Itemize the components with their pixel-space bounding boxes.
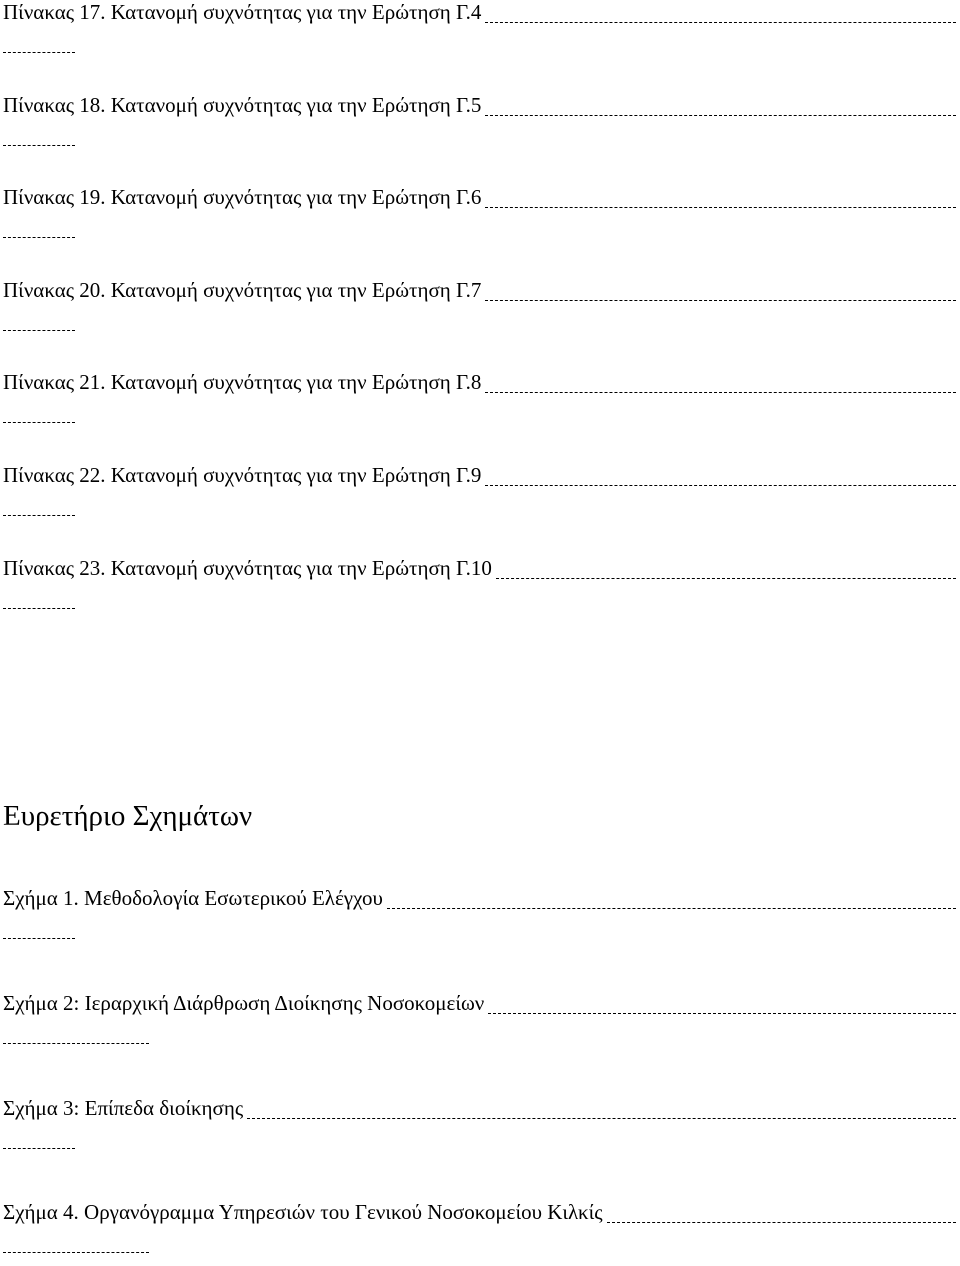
toc-entry-table-21[interactable] [3,370,956,423]
toc-entry-table-19[interactable] [3,185,956,238]
dot-leader [485,299,956,301]
dot-leader-continuation [3,606,75,609]
toc-entry-figure-4[interactable] [3,1200,956,1253]
dot-leader-continuation [3,513,75,516]
toc-entry-label: Πίνακας 23. Κατανομή συχνότητας για την Ερώτηση Γ.10 [3,556,492,580]
toc-entry-label: Σχήμα 2: Ιεραρχική Διάρθρωση Διοίκησης Νοσοκομείων [3,991,485,1015]
toc-entry-table-22[interactable] [3,463,956,516]
toc-entry-figure-3[interactable] [3,1096,956,1149]
dot-leader [485,21,956,23]
dot-leader [387,907,956,909]
dot-leader [247,1117,956,1119]
dot-leader-continuation [3,1146,75,1149]
toc-entry-label: Σχήμα 1. Μεθοδολογία Εσωτερικού Ελέγχου [3,886,383,910]
dot-leader-continuation [3,936,75,939]
toc-entry-label: Πίνακας 18. Κατανομή συχνότητας για την Ερώτηση Γ.5 [3,93,482,117]
dot-leader [485,114,956,116]
dot-leader-continuation [3,1250,149,1253]
toc-entry-label: Πίνακας 22. Κατανομή συχνότητας για την Ερώτηση Γ.9 [3,463,482,487]
dot-leader [485,484,956,486]
dot-leader-continuation [3,328,75,331]
toc-entry-table-17[interactable] [3,0,956,53]
dot-leader [485,391,956,393]
toc-entry-table-18[interactable] [3,93,956,146]
dot-leader-continuation [3,420,75,423]
toc-entry-label: Πίνακας 19. Κατανομή συχνότητας για την Ερώτηση Γ.6 [3,185,482,209]
dot-leader [485,206,956,208]
dot-leader [607,1221,956,1223]
toc-entry-table-23[interactable] [3,556,956,609]
toc-entry-label: Σχήμα 4. Οργανόγραμμα Υπηρεσιών του Γενικού Νοσοκομείου Κιλκίς [3,1200,603,1224]
dot-leader-continuation [3,50,75,53]
toc-entry-table-20[interactable] [3,278,956,331]
dot-leader-continuation [3,1041,149,1044]
figures-index-heading: Ευρετήριο Σχημάτων [3,800,253,832]
toc-entry-label: Πίνακας 20. Κατανομή συχνότητας για την Ερώτηση Γ.7 [3,278,482,302]
dot-leader-continuation [3,143,75,146]
toc-entry-label: Πίνακας 21. Κατανομή συχνότητας για την Ερώτηση Γ.8 [3,370,482,394]
toc-entry-label: Πίνακας 17. Κατανομή συχνότητας για την Ερώτηση Γ.4 [3,0,482,24]
toc-entry-figure-1[interactable] [3,886,956,939]
dot-leader-continuation [3,235,75,238]
dot-leader [496,577,956,579]
toc-entry-figure-2[interactable] [3,991,956,1044]
toc-entry-label: Σχήμα 3: Επίπεδα διοίκησης [3,1096,244,1120]
dot-leader [488,1012,956,1014]
